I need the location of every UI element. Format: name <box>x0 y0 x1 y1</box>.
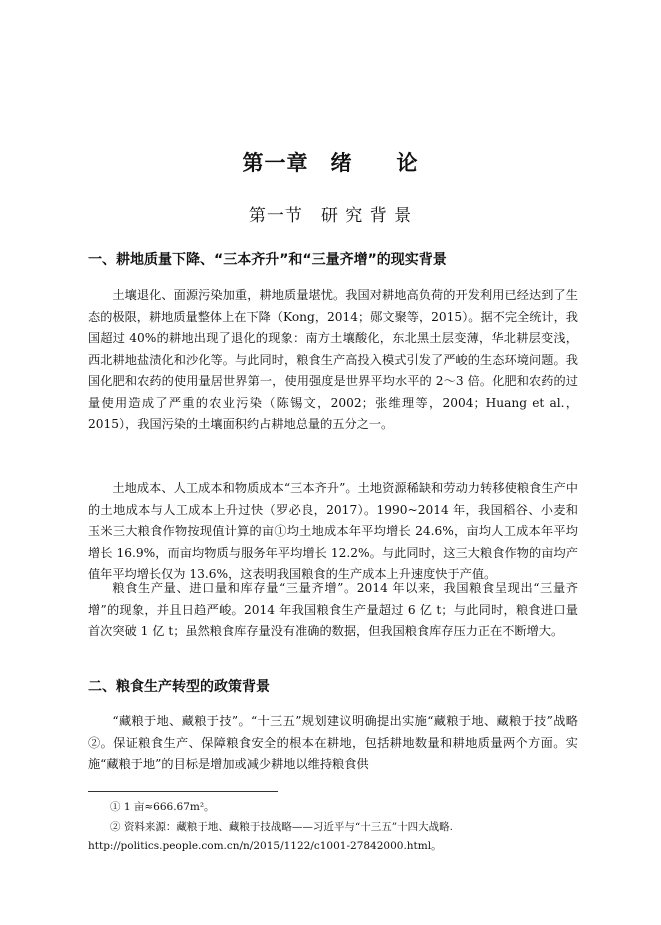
chapter-title: 第一章 绪 论 <box>242 151 419 175</box>
footnote-2: ② 资料来源：藏粮于地、藏粮于技战略——习近平与“十三五”十四大战略. http://politics.people.com.cn/n/2015/1122/c1001-27842000.html。 <box>88 821 453 852</box>
footnote-1: ① 1 亩≈666.67m²。 <box>110 801 215 813</box>
heading-policy-background: 二、粮食生产转型的政策背景 <box>88 679 270 695</box>
footnote-divider <box>88 791 278 792</box>
heading-reality-background: 一、耕地质量下降、“三本齐升”和“三量齐增”的现实背景 <box>88 252 447 268</box>
paragraph-three-costs: 土地成本、人工成本和物质成本“三本齐升”。土地资源稀缺和劳动力转移使粮食生产中的土地成本与人工成本上升过快（罗必良，2017）。1990~2014 年，我国稻谷、小麦和玉米三大粮食作物按现值计算的亩①均土地成本年平均增长 24.6%，亩均人工成本年平均增长 16.9%，而亩均物质与服务年平均增长 12.2%。与此同时，这三大粮食作物的亩均产值年平均增长仅为 13.6%，这表明我国粮食的生产成本上升速度快于产值。 <box>88 481 578 581</box>
paragraph-soil-degradation: 土壤退化、面源污染加重，耕地质量堪忧。我国对耕地高负荷的开发利用已经达到了生态的极限，耕地质量整体上在下降（Kong，2014；郧文聚等，2015）。据不完全统计，我国超过 40%的耕地出现了退化的现象：南方土壤酸化，东北黑土层变薄，华北耕层变浅，西北耕地盐渍化和沙化等。与此同时，粮食生产高投入模式引发了严峻的生态环境问题。我国化肥和农药的使用量居世界第一，使用强度是世界平均水平的 2～3 倍。化肥和农药的过量使用造成了严重的农业污染（陈锡文，2002；张维理等，2004；Huang et al.，2015），我国污染的土壤面积约占耕地总量的五分之一。 <box>88 288 578 431</box>
section-title: 第一节 研 究 背 景 <box>248 206 413 226</box>
paragraph-policy-strategy: “藏粮于地、藏粮于技”。“十三五”规划建议明确提出实施“藏粮于地、藏粮于技”战略②。保证粮食生产、保障粮食安全的根本在耕地，包括耕地数量和耕地质量两个方面。实施“藏粮于地”的目标是增加或减少耕地以维持粮食供 <box>88 714 578 771</box>
paragraph-three-quantities: 粮食生产量、进口量和库存量“三量齐增”。2014 年以来，我国粮食呈现出“三量齐增”的现象，并且日趋严峻。2014 年我国粮食生产量超过 6 亿 t；与此同时，粮食进口量首次突破 1 亿 t；虽然粮食库存量没有准确的数据，但我国粮食库存压力正在不断增大。 <box>88 581 578 638</box>
